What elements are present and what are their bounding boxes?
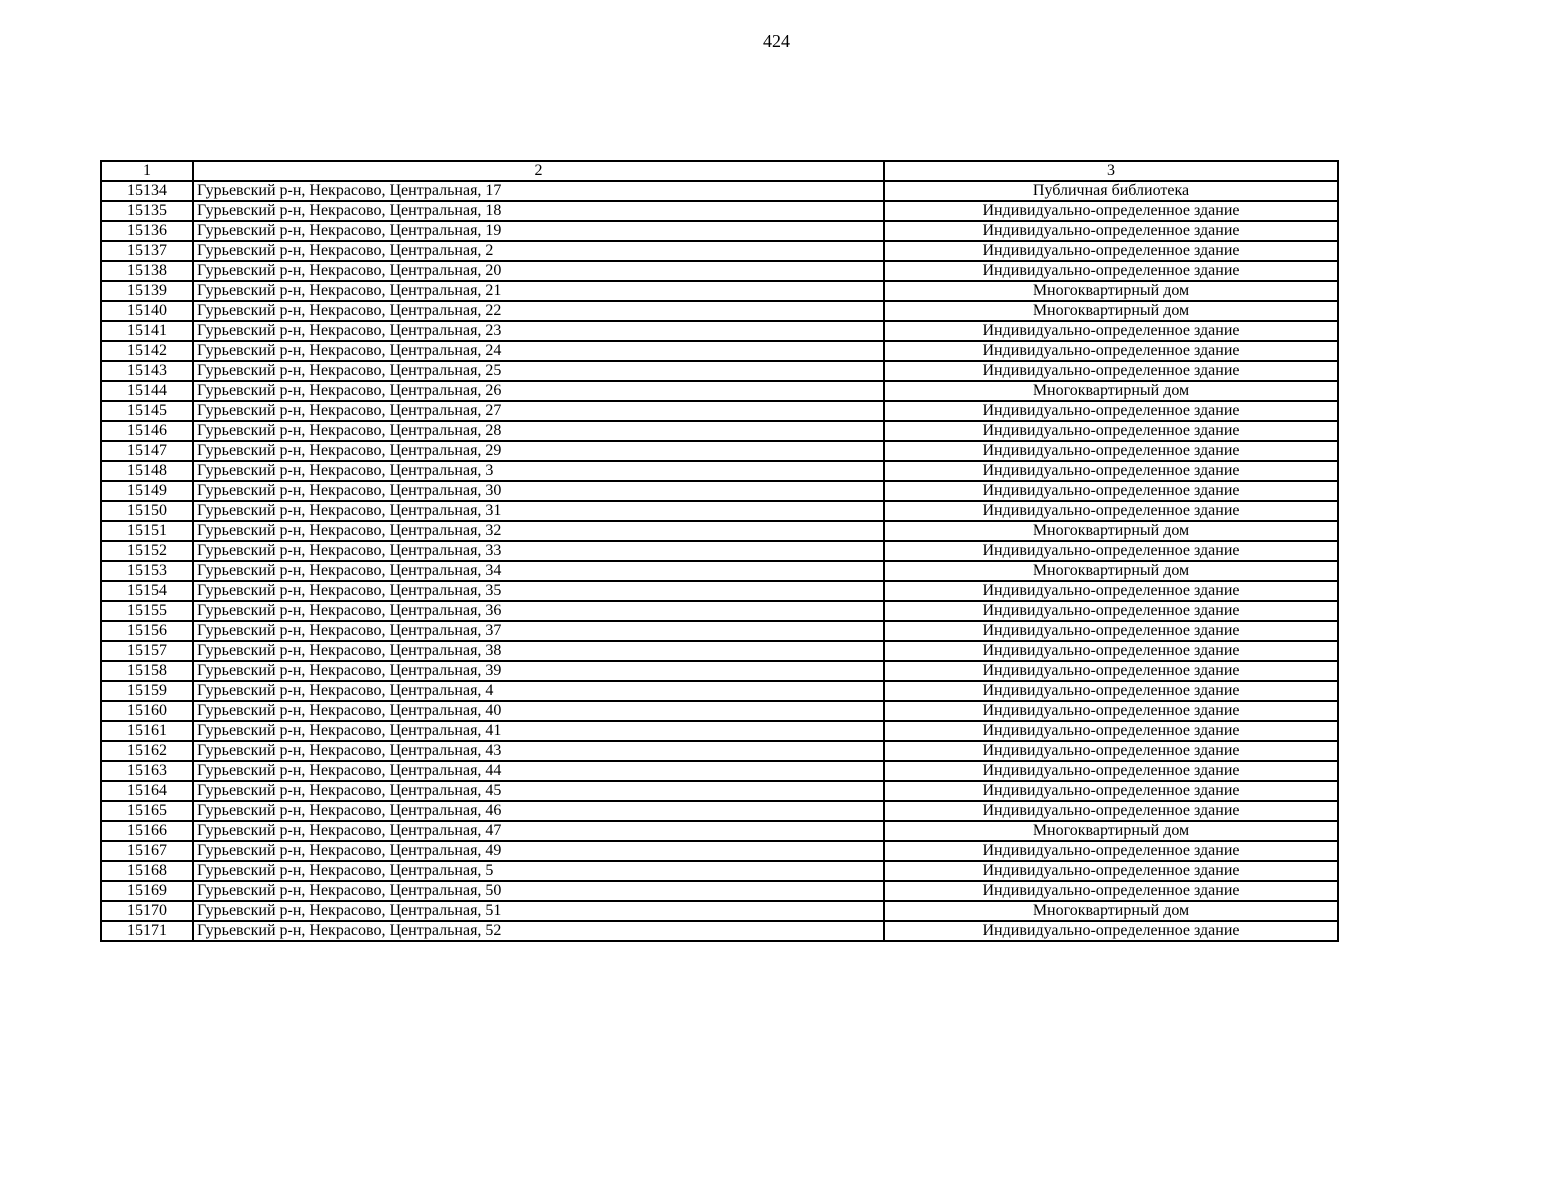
row-number: 15171 bbox=[101, 921, 193, 941]
address-cell: Гурьевский р-н, Некрасово, Центральная, 29 bbox=[193, 441, 884, 461]
table-row bbox=[101, 381, 1338, 401]
building-type-cell: Публичная библиотека bbox=[884, 181, 1338, 201]
building-type-cell: Индивидуально-определенное здание bbox=[884, 361, 1338, 381]
address-cell: Гурьевский р-н, Некрасово, Центральная, 51 bbox=[193, 901, 884, 921]
column-header-2: 2 bbox=[193, 161, 884, 181]
table-row bbox=[101, 881, 1338, 901]
address-cell: Гурьевский р-н, Некрасово, Центральная, 41 bbox=[193, 721, 884, 741]
building-type-cell: Индивидуально-определенное здание bbox=[884, 581, 1338, 601]
row-number: 15150 bbox=[101, 501, 193, 521]
building-type-cell: Многоквартирный дом bbox=[884, 301, 1338, 321]
row-number: 15144 bbox=[101, 381, 193, 401]
column-header-3: 3 bbox=[884, 161, 1338, 181]
building-type-cell: Многоквартирный дом bbox=[884, 381, 1338, 401]
table-row bbox=[101, 601, 1338, 621]
address-cell: Гурьевский р-н, Некрасово, Центральная, 25 bbox=[193, 361, 884, 381]
address-cell: Гурьевский р-н, Некрасово, Центральная, 45 bbox=[193, 781, 884, 801]
table-row bbox=[101, 261, 1338, 281]
building-type-cell: Индивидуально-определенное здание bbox=[884, 441, 1338, 461]
table-row bbox=[101, 841, 1338, 861]
table-header-row bbox=[101, 161, 1338, 181]
row-number: 15139 bbox=[101, 281, 193, 301]
building-type-cell: Индивидуально-определенное здание bbox=[884, 741, 1338, 761]
building-type-cell: Индивидуально-определенное здание bbox=[884, 461, 1338, 481]
row-number: 15160 bbox=[101, 701, 193, 721]
row-number: 15162 bbox=[101, 741, 193, 761]
row-number: 15152 bbox=[101, 541, 193, 561]
row-number: 15134 bbox=[101, 181, 193, 201]
table-row bbox=[101, 741, 1338, 761]
address-cell: Гурьевский р-н, Некрасово, Центральная, 32 bbox=[193, 521, 884, 541]
table-row bbox=[101, 581, 1338, 601]
building-type-cell: Индивидуально-определенное здание bbox=[884, 621, 1338, 641]
building-type-cell: Индивидуально-определенное здание bbox=[884, 701, 1338, 721]
address-cell: Гурьевский р-н, Некрасово, Центральная, 35 bbox=[193, 581, 884, 601]
building-type-cell: Индивидуально-определенное здание bbox=[884, 541, 1338, 561]
address-cell: Гурьевский р-н, Некрасово, Центральная, 43 bbox=[193, 741, 884, 761]
table-row bbox=[101, 921, 1338, 941]
table-row bbox=[101, 661, 1338, 681]
building-type-cell: Индивидуально-определенное здание bbox=[884, 341, 1338, 361]
building-type-cell: Индивидуально-определенное здание bbox=[884, 221, 1338, 241]
address-cell: Гурьевский р-н, Некрасово, Центральная, 17 bbox=[193, 181, 884, 201]
row-number: 15145 bbox=[101, 401, 193, 421]
building-type-cell: Индивидуально-определенное здание bbox=[884, 881, 1338, 901]
table-row bbox=[101, 501, 1338, 521]
address-cell: Гурьевский р-н, Некрасово, Центральная, 21 bbox=[193, 281, 884, 301]
building-type-cell: Индивидуально-определенное здание bbox=[884, 761, 1338, 781]
row-number: 15148 bbox=[101, 461, 193, 481]
address-cell: Гурьевский р-н, Некрасово, Центральная, 38 bbox=[193, 641, 884, 661]
table-row bbox=[101, 681, 1338, 701]
table-row bbox=[101, 821, 1338, 841]
table-row bbox=[101, 361, 1338, 381]
table-row bbox=[101, 801, 1338, 821]
table-row bbox=[101, 181, 1338, 201]
address-cell: Гурьевский р-н, Некрасово, Центральная, 47 bbox=[193, 821, 884, 841]
address-cell: Гурьевский р-н, Некрасово, Центральная, 24 bbox=[193, 341, 884, 361]
table-row bbox=[101, 561, 1338, 581]
registry-table-body bbox=[101, 161, 1338, 941]
address-cell: Гурьевский р-н, Некрасово, Центральная, 4 bbox=[193, 681, 884, 701]
building-type-cell: Индивидуально-определенное здание bbox=[884, 401, 1338, 421]
table-row bbox=[101, 201, 1338, 221]
building-type-cell: Индивидуально-определенное здание bbox=[884, 241, 1338, 261]
table-row bbox=[101, 321, 1338, 341]
row-number: 15157 bbox=[101, 641, 193, 661]
row-number: 15140 bbox=[101, 301, 193, 321]
row-number: 15137 bbox=[101, 241, 193, 261]
address-cell: Гурьевский р-н, Некрасово, Центральная, 49 bbox=[193, 841, 884, 861]
row-number: 15155 bbox=[101, 601, 193, 621]
table-row bbox=[101, 641, 1338, 661]
row-number: 15169 bbox=[101, 881, 193, 901]
table-row bbox=[101, 481, 1338, 501]
address-cell: Гурьевский р-н, Некрасово, Центральная, 27 bbox=[193, 401, 884, 421]
table-row bbox=[101, 421, 1338, 441]
address-cell: Гурьевский р-н, Некрасово, Центральная, 40 bbox=[193, 701, 884, 721]
building-type-cell: Индивидуально-определенное здание bbox=[884, 601, 1338, 621]
building-type-cell: Многоквартирный дом bbox=[884, 901, 1338, 921]
table-row bbox=[101, 541, 1338, 561]
address-cell: Гурьевский р-н, Некрасово, Центральная, 26 bbox=[193, 381, 884, 401]
row-number: 15167 bbox=[101, 841, 193, 861]
table-row bbox=[101, 341, 1338, 361]
row-number: 15135 bbox=[101, 201, 193, 221]
table-row bbox=[101, 221, 1338, 241]
table-row bbox=[101, 701, 1338, 721]
address-cell: Гурьевский р-н, Некрасово, Центральная, 5 bbox=[193, 861, 884, 881]
table-row bbox=[101, 281, 1338, 301]
address-cell: Гурьевский р-н, Некрасово, Центральная, 36 bbox=[193, 601, 884, 621]
building-type-cell: Многоквартирный дом bbox=[884, 561, 1338, 581]
table-row bbox=[101, 461, 1338, 481]
row-number: 15159 bbox=[101, 681, 193, 701]
address-cell: Гурьевский р-н, Некрасово, Центральная, 30 bbox=[193, 481, 884, 501]
row-number: 15154 bbox=[101, 581, 193, 601]
building-type-cell: Многоквартирный дом bbox=[884, 821, 1338, 841]
building-type-cell: Индивидуально-определенное здание bbox=[884, 641, 1338, 661]
building-type-cell: Индивидуально-определенное здание bbox=[884, 801, 1338, 821]
building-type-cell: Индивидуально-определенное здание bbox=[884, 501, 1338, 521]
address-cell: Гурьевский р-н, Некрасово, Центральная, 3 bbox=[193, 461, 884, 481]
address-cell: Гурьевский р-н, Некрасово, Центральная, 19 bbox=[193, 221, 884, 241]
address-cell: Гурьевский р-н, Некрасово, Центральная, 22 bbox=[193, 301, 884, 321]
building-type-cell: Индивидуально-определенное здание bbox=[884, 681, 1338, 701]
row-number: 15164 bbox=[101, 781, 193, 801]
row-number: 15142 bbox=[101, 341, 193, 361]
row-number: 15158 bbox=[101, 661, 193, 681]
building-type-cell: Индивидуально-определенное здание bbox=[884, 921, 1338, 941]
building-type-cell: Индивидуально-определенное здание bbox=[884, 781, 1338, 801]
address-cell: Гурьевский р-н, Некрасово, Центральная, 50 bbox=[193, 881, 884, 901]
column-header-1: 1 bbox=[101, 161, 193, 181]
table-row bbox=[101, 441, 1338, 461]
row-number: 15165 bbox=[101, 801, 193, 821]
row-number: 15153 bbox=[101, 561, 193, 581]
building-type-cell: Индивидуально-определенное здание bbox=[884, 841, 1338, 861]
building-type-cell: Индивидуально-определенное здание bbox=[884, 421, 1338, 441]
address-cell: Гурьевский р-н, Некрасово, Центральная, 37 bbox=[193, 621, 884, 641]
row-number: 15146 bbox=[101, 421, 193, 441]
table-row bbox=[101, 721, 1338, 741]
row-number: 15168 bbox=[101, 861, 193, 881]
row-number: 15141 bbox=[101, 321, 193, 341]
building-type-cell: Многоквартирный дом bbox=[884, 281, 1338, 301]
building-type-cell: Индивидуально-определенное здание bbox=[884, 321, 1338, 341]
building-type-cell: Многоквартирный дом bbox=[884, 521, 1338, 541]
address-cell: Гурьевский р-н, Некрасово, Центральная, 20 bbox=[193, 261, 884, 281]
address-cell: Гурьевский р-н, Некрасово, Центральная, 23 bbox=[193, 321, 884, 341]
row-number: 15143 bbox=[101, 361, 193, 381]
row-number: 15166 bbox=[101, 821, 193, 841]
address-cell: Гурьевский р-н, Некрасово, Центральная, 39 bbox=[193, 661, 884, 681]
row-number: 15163 bbox=[101, 761, 193, 781]
table-row bbox=[101, 901, 1338, 921]
registry-table bbox=[100, 160, 1339, 942]
building-type-cell: Индивидуально-определенное здание bbox=[884, 721, 1338, 741]
table-row bbox=[101, 621, 1338, 641]
row-number: 15151 bbox=[101, 521, 193, 541]
row-number: 15138 bbox=[101, 261, 193, 281]
table-row bbox=[101, 781, 1338, 801]
address-cell: Гурьевский р-н, Некрасово, Центральная, 46 bbox=[193, 801, 884, 821]
address-cell: Гурьевский р-н, Некрасово, Центральная, 18 bbox=[193, 201, 884, 221]
building-type-cell: Индивидуально-определенное здание bbox=[884, 261, 1338, 281]
table-row bbox=[101, 761, 1338, 781]
address-cell: Гурьевский р-н, Некрасово, Центральная, 28 bbox=[193, 421, 884, 441]
building-type-cell: Индивидуально-определенное здание bbox=[884, 201, 1338, 221]
address-cell: Гурьевский р-н, Некрасово, Центральная, 2 bbox=[193, 241, 884, 261]
address-cell: Гурьевский р-н, Некрасово, Центральная, 31 bbox=[193, 501, 884, 521]
table-row bbox=[101, 861, 1338, 881]
address-cell: Гурьевский р-н, Некрасово, Центральная, 34 bbox=[193, 561, 884, 581]
address-cell: Гурьевский р-н, Некрасово, Центральная, 44 bbox=[193, 761, 884, 781]
building-type-cell: Индивидуально-определенное здание bbox=[884, 661, 1338, 681]
row-number: 15170 bbox=[101, 901, 193, 921]
row-number: 15156 bbox=[101, 621, 193, 641]
table-row bbox=[101, 521, 1338, 541]
building-type-cell: Индивидуально-определенное здание bbox=[884, 861, 1338, 881]
table-row bbox=[101, 401, 1338, 421]
row-number: 15161 bbox=[101, 721, 193, 741]
row-number: 15149 bbox=[101, 481, 193, 501]
page-number: 424 bbox=[763, 31, 790, 51]
building-type-cell: Индивидуально-определенное здание bbox=[884, 481, 1338, 501]
address-cell: Гурьевский р-н, Некрасово, Центральная, 52 bbox=[193, 921, 884, 941]
table-row bbox=[101, 241, 1338, 261]
table-row bbox=[101, 301, 1338, 321]
address-cell: Гурьевский р-н, Некрасово, Центральная, 33 bbox=[193, 541, 884, 561]
row-number: 15136 bbox=[101, 221, 193, 241]
row-number: 15147 bbox=[101, 441, 193, 461]
